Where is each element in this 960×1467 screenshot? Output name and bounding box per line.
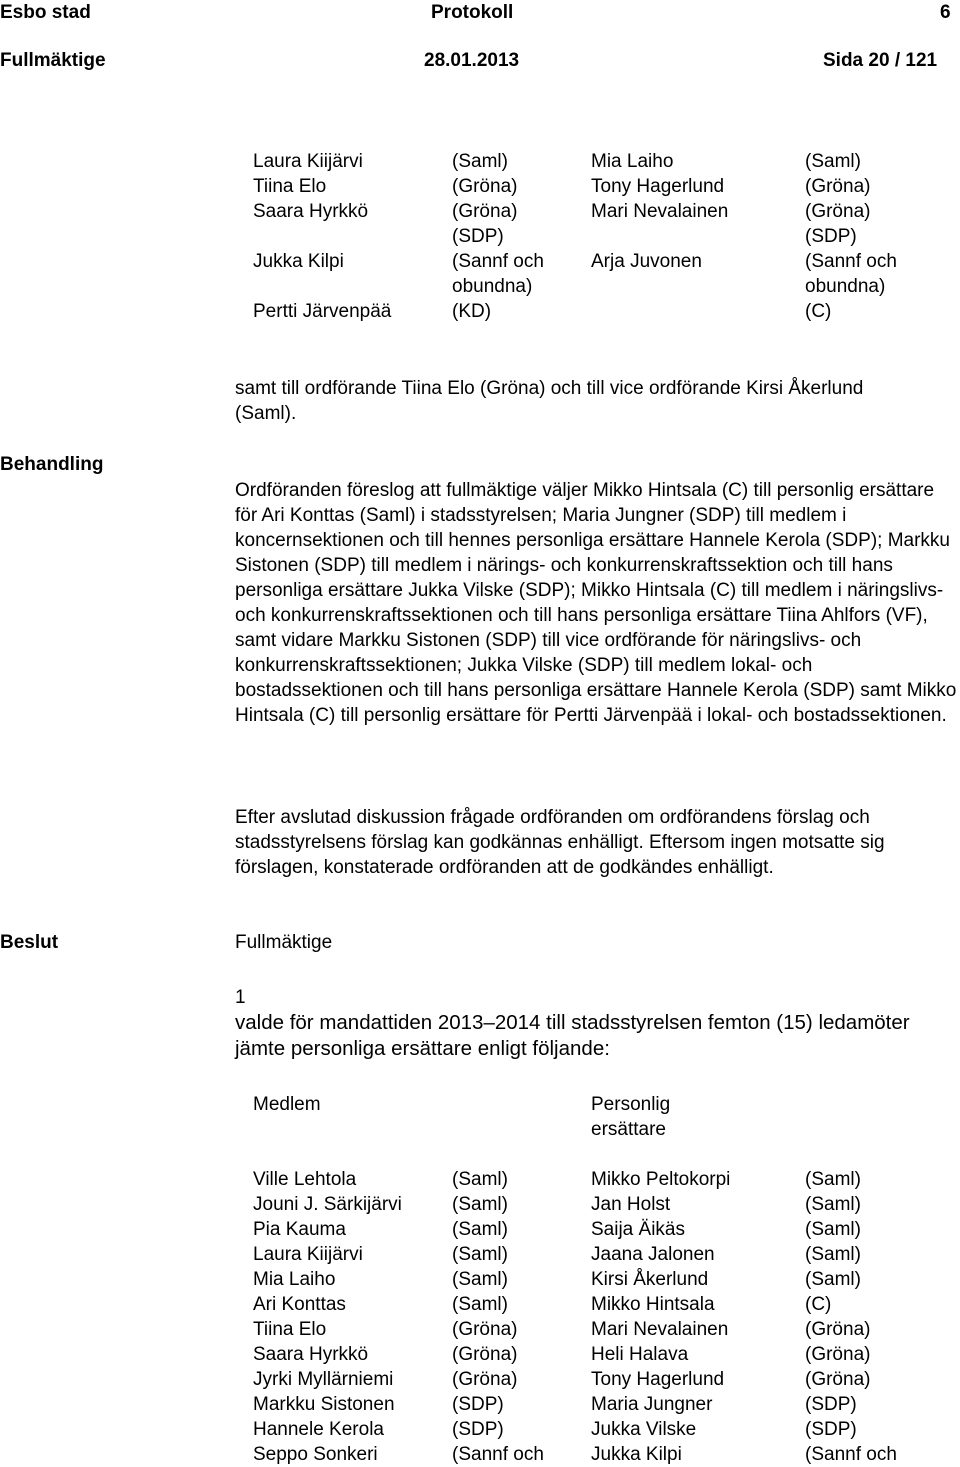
member-party: (Saml) [452,1244,508,1265]
member-party: (SDP) [452,226,504,247]
section-label-beslut: Beslut [0,932,59,953]
member-name: Jouni J. Särkijärvi [253,1194,402,1215]
substitute-party: (Saml) [805,1169,861,1190]
section-label-behandling: Behandling [0,454,104,475]
substitute-name: Jaana Jalonen [591,1244,715,1265]
behandling-paragraph-2: Efter avslutad diskussion frågade ordföranden om ordförandens förslag och stadsstyrelsens förslag kan godkännas enhälligt. Eftersom ingen motsatte sig förslagen, konstaterade ordföranden att de godkändes enhälligt. [235,807,885,878]
substitute-name: Heli Halava [591,1344,689,1365]
member-name: Pia Kauma [253,1219,346,1240]
member-name: Jyrki Myllärniemi [253,1369,394,1390]
chair-line-2: (Saml). [235,403,297,424]
substitute-party: (C) [805,1294,832,1315]
substitute-name: Mikko Hintsala [591,1294,715,1315]
member-name: Hannele Kerola [253,1419,384,1440]
header-ersattare: ersättare [591,1119,666,1140]
header-personlig: Personlig [591,1094,671,1115]
header-medlem: Medlem [253,1094,321,1115]
substitute-party: (SDP) [805,1394,857,1415]
substitute-party: (SDP) [805,1419,857,1440]
member-name: Tiina Elo [253,1319,327,1340]
substitute-party: (Saml) [805,1244,861,1265]
behandling-paragraph-1: Ordföranden föreslog att fullmäktige väljer Mikko Hintsala (C) till personlig ersättare för Ari Konttas (Saml) i stadsstyrelsen; Maria Jungner (SDP) till medlem i koncernsektionen och till hennes personliga ersättare Hannele Kerola (SDP); Markku Sistonen (SDP) till medlem i närings- och konkurrenskraftssektion och till hans personliga ersättare Jukka Vilske (SDP); Mikko Hintsala (C) till medlem i näringslivs- och konkurrenskraftssektionen och till hans personliga ersättare Tiina Ahlfors (VF), samt vidare Markku Sistonen (SDP) till vice ordförande för näringslivs- och konkurrenskraftssektionen; Jukka Vilske (SDP) till medlem lokal- och bostadssektionen och till hans personliga ersättare Hannele Kerola (SDP) samt Mikko Hintsala (C) till personlig ersättare för Pertti Järvenpää i lokal- och bostadssektionen. [235,480,957,726]
header-org: Esbo stad [0,2,91,23]
substitute-name: Mikko Peltokorpi [591,1169,731,1190]
member-name: Laura Kiijärvi [253,1244,363,1265]
beslut-item-number: 1 [235,987,246,1008]
substitute-party: (Saml) [805,1269,861,1290]
header-paragraph-number: 6 [940,2,951,23]
substitute-party: (SDP) [805,226,857,247]
substitute-party: (Sannf och [805,251,897,272]
header-date: 28.01.2013 [424,50,520,71]
member-name: Ari Konttas [253,1294,346,1315]
member-name: Laura Kiijärvi [253,151,363,172]
substitute-party: (Gröna) [805,176,871,197]
member-name: Markku Sistonen [253,1394,395,1415]
substitute-party: (Gröna) [805,1319,871,1340]
member-name: Pertti Järvenpää [253,301,392,322]
substitute-name: Kirsi Åkerlund [591,1269,709,1290]
substitute-name: Jukka Kilpi [591,1444,682,1465]
member-party: (Saml) [452,1219,508,1240]
substitute-party: (Sannf och [805,1444,897,1465]
chair-line-1: samt till ordförande Tiina Elo (Gröna) och till vice ordförande Kirsi Åkerlund [235,378,864,399]
header-doc-type: Protokoll [431,2,514,23]
substitute-name: Jukka Vilske [591,1419,697,1440]
beslut-body: Fullmäktige [235,932,333,953]
member-party: (SDP) [452,1394,504,1415]
header-page: Sida 20 / 121 [823,50,938,71]
substitute-party: (C) [805,301,832,322]
member-name: Seppo Sonkeri [253,1444,378,1465]
substitute-name: Maria Jungner [591,1394,713,1415]
substitute-party: (Saml) [805,1194,861,1215]
substitute-party: (Gröna) [805,201,871,222]
member-party: (Sannf och [452,1444,544,1465]
member-party: (SDP) [452,1419,504,1440]
member-party: (Gröna) [452,176,518,197]
substitute-name: Tony Hagerlund [591,176,725,197]
member-name: Jukka Kilpi [253,251,344,272]
substitute-name: Jan Holst [591,1194,671,1215]
member-party: (Saml) [452,1294,508,1315]
substitute-name: Mari Nevalainen [591,201,729,222]
member-party: (Gröna) [452,1369,518,1390]
substitute-name: Saija Äikäs [591,1219,685,1240]
member-party: (Saml) [452,1194,508,1215]
substitute-party: (Gröna) [805,1369,871,1390]
member-party: (Gröna) [452,1319,518,1340]
member-party: (Saml) [452,1169,508,1190]
member-party: (Sannf och [452,251,544,272]
member-party: (Saml) [452,151,508,172]
member-party: (Gröna) [452,1344,518,1365]
substitute-party: (Gröna) [805,1344,871,1365]
member-party: obundna) [452,276,533,297]
header-body: Fullmäktige [0,50,106,71]
substitute-name: Tony Hagerlund [591,1369,725,1390]
substitute-name: Arja Juvonen [591,251,702,272]
member-name: Mia Laiho [253,1269,336,1290]
member-party: (KD) [452,301,492,322]
substitute-party: obundna) [805,276,886,297]
substitute-party: (Saml) [805,1219,861,1240]
member-name: Ville Lehtola [253,1169,357,1190]
substitute-name: Mari Nevalainen [591,1319,729,1340]
member-party: (Gröna) [452,201,518,222]
member-name: Saara Hyrkkö [253,1344,369,1365]
beslut-decision-text: valde för mandattiden 2013–2014 till stadsstyrelsen femton (15) ledamöter jämte personliga ersättare enligt följande: [235,1011,910,1060]
substitute-name: Mia Laiho [591,151,674,172]
member-name: Saara Hyrkkö [253,201,369,222]
member-party: (Saml) [452,1269,508,1290]
member-name: Tiina Elo [253,176,327,197]
substitute-party: (Saml) [805,151,861,172]
